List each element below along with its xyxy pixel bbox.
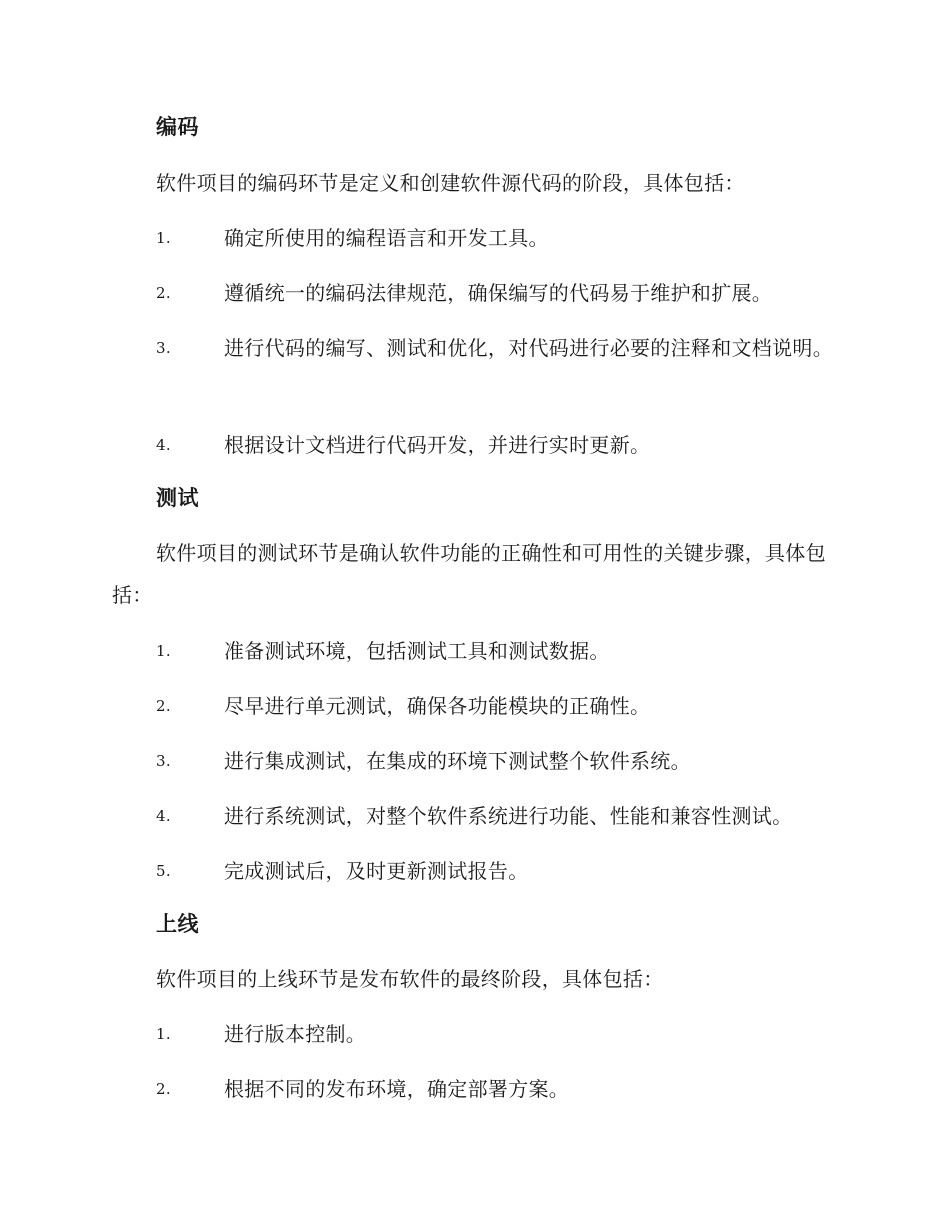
list-number: 3. — [156, 752, 171, 770]
list-item — [112, 272, 834, 314]
section-heading-launch: 上线 — [156, 911, 199, 936]
list-number: 2. — [156, 697, 171, 715]
section-intro-coding: 软件项目的编码环节是定义和创建软件源代码的阶段，具体包括： — [156, 171, 745, 195]
section-heading-coding: 编码 — [156, 114, 199, 139]
list-number: 5. — [156, 862, 171, 880]
list-number: 3. — [156, 339, 171, 357]
list-text: 根据设计文档进行代码开发，并进行实时更新。 — [224, 433, 651, 457]
list-text: 完成测试后，及时更新测试报告。 — [224, 859, 529, 883]
list-text: 进行版本控制。 — [224, 1022, 367, 1046]
list-item — [112, 795, 834, 837]
list-number: 1. — [156, 229, 171, 247]
list-item — [112, 1013, 834, 1055]
list-item — [112, 740, 834, 782]
list-item — [112, 850, 834, 892]
list-number: 2. — [156, 284, 171, 302]
list-item — [112, 424, 834, 466]
list-number: 1. — [156, 1025, 171, 1043]
list-number: 4. — [156, 436, 171, 454]
section-heading-testing: 测试 — [156, 485, 199, 510]
list-number: 4. — [156, 807, 171, 825]
list-number: 1. — [156, 642, 171, 660]
list-number: 2. — [156, 1080, 171, 1098]
list-text: 进行系统测试，对整个软件系统进行功能、性能和兼容性测试。 — [224, 804, 793, 828]
section-intro-testing: 软件项目的测试环节是确认软件功能的正确性和可用性的关键步骤，具体包括： — [112, 541, 826, 607]
list-text: 确定所使用的编程语言和开发工具。 — [224, 226, 549, 250]
list-text: 准备测试环境，包括测试工具和测试数据。 — [224, 639, 610, 663]
section-intro-launch: 软件项目的上线环节是发布软件的最终阶段，具体包括： — [156, 967, 664, 991]
list-text: 进行代码的编写、测试和优化，对代码进行必要的注释和文档说明。 — [224, 336, 833, 360]
list-item — [112, 217, 834, 259]
list-item — [112, 327, 834, 369]
list-item — [112, 685, 834, 727]
list-text: 尽早进行单元测试，确保各功能模块的正确性。 — [224, 694, 651, 718]
list-text: 进行集成测试，在集成的环境下测试整个软件系统。 — [224, 749, 691, 773]
list-item — [112, 1068, 834, 1110]
list-text: 根据不同的发布环境，确定部署方案。 — [224, 1077, 570, 1101]
list-text: 遵循统一的编码法律规范，确保编写的代码易于维护和扩展。 — [224, 281, 773, 305]
list-item — [112, 630, 834, 672]
